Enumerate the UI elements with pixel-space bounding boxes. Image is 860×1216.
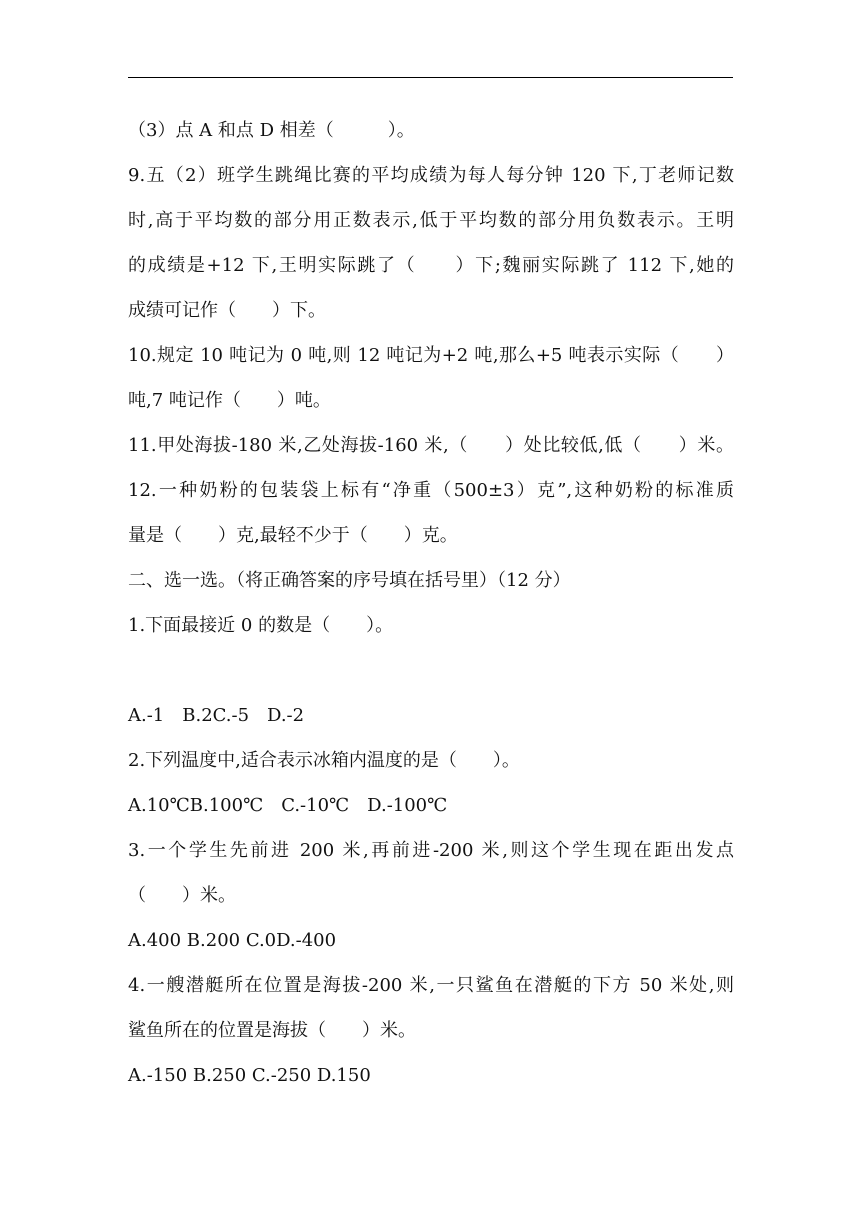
mc-q3-line2: （ ）米。 <box>128 885 236 906</box>
mc-q3-options: A.400 B.200 C.0D.-400 <box>128 930 337 951</box>
section-2-heading: 二、选一选。（将正确答案的序号填在括号里）（12 分） <box>128 570 571 591</box>
mc-q4-options: A.-150 B.250 C.-250 D.150 <box>128 1065 371 1086</box>
mc-q2: 2.下列温度中,适合表示冰箱内温度的是（ ）。 <box>128 750 520 771</box>
mc-q1-options: A.-1 B.2C.-5 D.-2 <box>128 705 305 726</box>
mc-q4-line1: 4.一艘潜艇所在位置是海拔-200 米,一只鲨鱼在潜艇的下方 50 米处,则 <box>128 975 734 996</box>
q9-line1: 9.五（2）班学生跳绳比赛的平均成绩为每人每分钟 120 下,丁老师记数 <box>128 165 734 186</box>
q11: 11.甲处海拔-180 米,乙处海拔-160 米,（ ）处比较低,低（ ）米。 <box>128 435 734 456</box>
q9-line3: 的成绩是+12 下,王明实际跳了（ ）下;魏丽实际跳了 112 下,她的 <box>128 255 734 276</box>
mc-q1: 1.下面最接近 0 的数是（ ）。 <box>128 615 394 636</box>
mc-q3-line1: 3.一个学生先前进 200 米,再前进-200 米,则这个学生现在距出发点 <box>128 840 734 861</box>
blank-gap <box>128 648 734 693</box>
q8-part3: （3）点 A 和点 D 相差（ ）。 <box>128 120 415 141</box>
q10-line1: 10.规定 10 吨记为 0 吨,则 12 吨记为+2 吨,那么+5 吨表示实际（ ） <box>128 345 734 366</box>
q10-line2: 吨,7 吨记作（ ）吨。 <box>128 390 331 411</box>
mc-q4-line2: 鲨鱼所在的位置是海拔（ ）米。 <box>128 1020 416 1041</box>
header-rule <box>128 77 733 78</box>
q9-line2: 时,高于平均数的部分用正数表示,低于平均数的部分用负数表示。王明 <box>128 210 734 231</box>
mc-q2-options: A.10℃B.100℃ C.-10℃ D.-100℃ <box>128 795 448 816</box>
q12-line1: 12.一种奶粉的包装袋上标有“净重（500±3）克”,这种奶粉的标准质 <box>128 480 734 501</box>
document-body <box>128 108 734 1098</box>
q12-line2: 量是（ ）克,最轻不少于（ ）克。 <box>128 525 458 546</box>
q9-line4: 成绩可记作（ ）下。 <box>128 300 326 321</box>
